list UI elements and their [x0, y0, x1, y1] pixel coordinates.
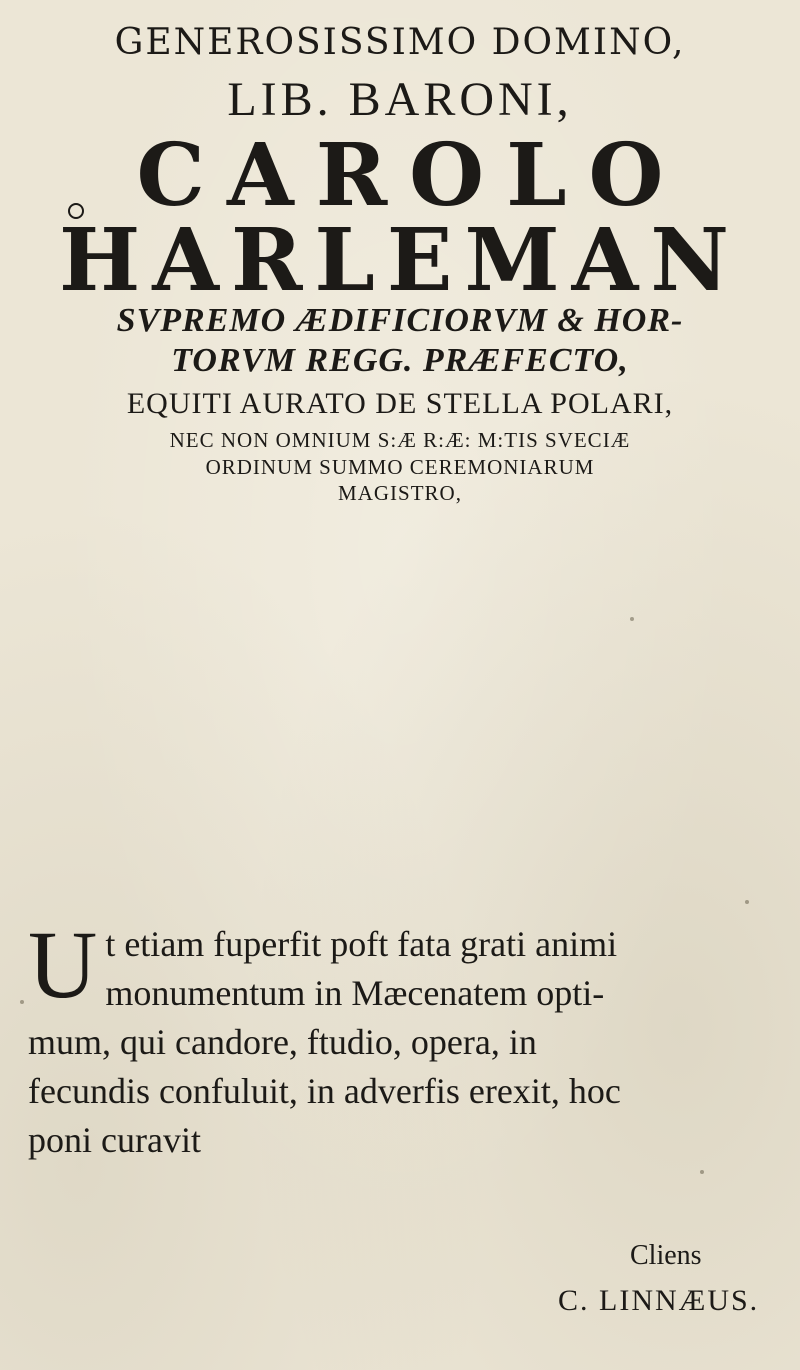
dedication-paragraph [28, 911, 788, 1165]
dedication-line-2: monumentum in Mæcenatem opti- [105, 973, 605, 1013]
paper-speck [630, 617, 634, 621]
dedication-line-1: t etiam fuperfit poft fata grati animi [105, 924, 618, 964]
first-name-line: CAROLO [136, 125, 686, 226]
dedication-line-3: mum, qui candore, ftudio, opera, in [28, 1022, 537, 1062]
signature-name: C. LINNÆUS. [558, 1284, 760, 1317]
ceremony-line-3: MAGISTRO, [338, 481, 462, 505]
office-line-2: TORVM REGG. PRÆFECTO, [171, 342, 629, 379]
ceremony-line-2: ORDINUM SUMMO CEREMONIARUM [205, 455, 595, 479]
title-line: LIB. BARONI, [227, 73, 573, 126]
signature-role: Cliens [630, 1240, 702, 1271]
office-line-1: SVPREMO ÆDIFICIORVM & HOR- [116, 302, 684, 339]
drop-cap: U [28, 911, 98, 1018]
paper-speck [700, 1170, 704, 1174]
salutation-line: GENEROSISSIMO DOMINO, [114, 22, 686, 63]
surname-line: HARLEMAN [58, 210, 741, 311]
paper-speck [20, 1000, 24, 1004]
dedication-line-5: poni curavit [28, 1120, 201, 1160]
ceremony-line-1: NEC NON OMNIUM S:Æ R:Æ: M:TIS SVECIÆ [169, 428, 631, 452]
dedication-line-4: fecundis confuluit, in adverfis erexit, hoc [28, 1071, 621, 1111]
order-line: EQUITI AURATO DE STELLA POLARI, [126, 387, 674, 420]
paper-speck [745, 900, 749, 904]
